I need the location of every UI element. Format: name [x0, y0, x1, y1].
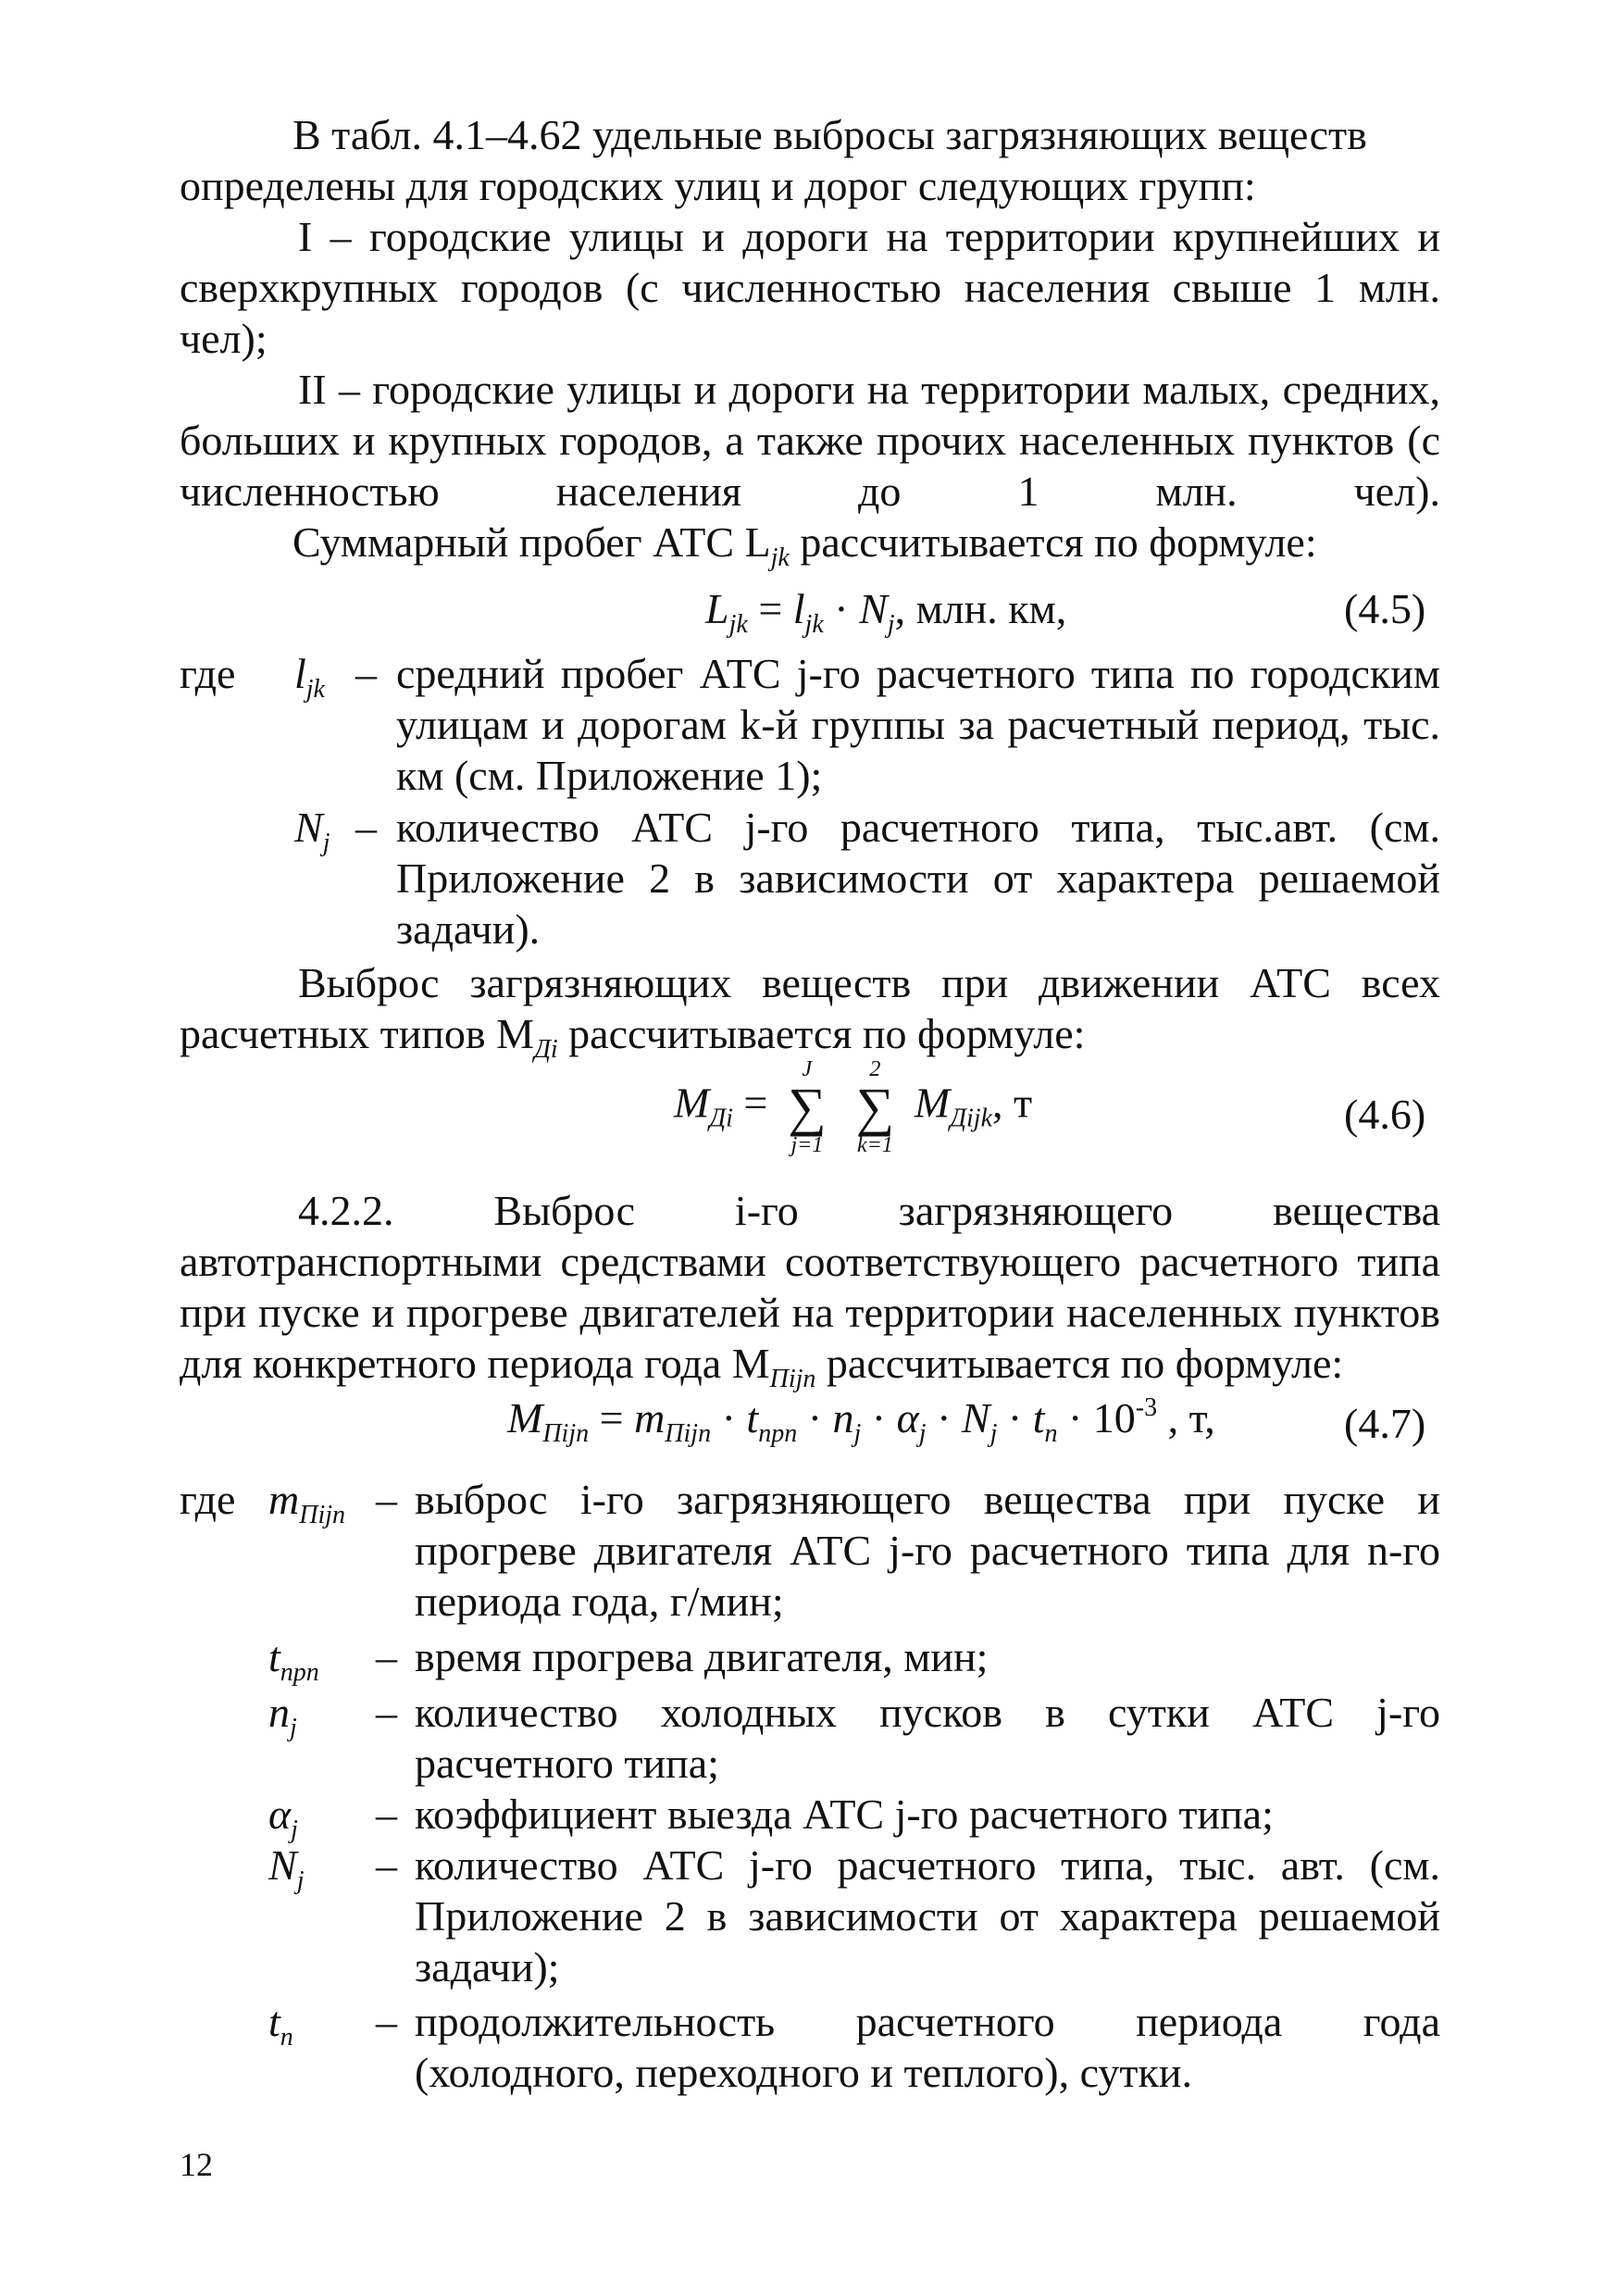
def-dash: –: [355, 804, 377, 851]
where-label: где: [180, 650, 236, 697]
def-text: количество холодных пусков в сутки АТС j-го расчетного типа;: [415, 1689, 1440, 1787]
group-II-paragraph: II – городские улицы и дороги на территории малых, средних, больших и крупных городов, а также прочих населенных пунктов (с численностью населения до 1 млн. чел).: [180, 366, 1440, 515]
equation-number-4-6: (4.6): [1344, 1091, 1426, 1138]
group-I-paragraph: I – городские улицы и дороги на территории крупнейших и сверхкрупных городов (с численностью населения свыше 1 млн. чел);: [180, 213, 1440, 362]
page-number: 12: [180, 2146, 213, 2183]
formula-4-7: $M_{Пijn} = m_{Пijn} \cdot t_{npn} \cdot n_j \cdot \alpha_j \cdot N_j \cdot t_n \cdot 10^{-3}$ , т,: [507, 1393, 1215, 1448]
equation-number-4-7: (4.7): [1344, 1400, 1426, 1447]
equation-number-4-5: (4.5): [1344, 585, 1426, 632]
def-dash: –: [376, 1998, 397, 2045]
def-text: количество АТС j-го расчетного типа, тыс.авт. (см. Приложение 2 в зависимости от характера решаемой задачи).: [396, 804, 1440, 953]
formula-4-5: $L_{jk} = l_{jk} \cdot N_j$, млн. км,: [705, 585, 1067, 639]
summation-k: 2 ∑ k=1: [855, 1057, 895, 1157]
where-label: где: [180, 1476, 236, 1523]
formula-4-6: $M_{Дi}$ = J ∑ j=1 2 ∑ k=1 $M_{Дijk}$, т: [674, 1057, 1033, 1157]
emission-intro-paragraph: Выброс загрязняющих веществ при движении АТС всех расчетных типов $M_{Дi}$ рассчитывается по формуле:: [180, 959, 1440, 1064]
def-dash: –: [376, 1689, 397, 1736]
def-text: средний пробег АТС j-го расчетного типа по городским улицам и дорогам k-й группы за расчетный период, тыс. км (см. Приложение 1);: [396, 650, 1440, 799]
def-symbol: $N_j$: [268, 1841, 305, 1895]
section-4-2-2-paragraph: 4.2.2. Выброс i-го загрязняющего вещества автотранспортными средствами соответствующего расчетного типа при пуске и прогреве двигателей на территории населенных пунктов для конкретного периода года $M_{Пijn}$ рассчитывается по формуле:: [180, 1187, 1440, 1393]
mileage-intro: Суммарный пробег АТС $L_{jk}$ рассчитывается по формуле:: [292, 518, 1317, 572]
def-dash: –: [376, 1791, 397, 1838]
def-dash: –: [376, 1633, 397, 1680]
def-dash: –: [376, 1476, 397, 1523]
summation-j: J ∑ j=1: [788, 1057, 827, 1157]
def-symbol: $t_n$: [268, 1998, 293, 2052]
intro-line-1: В табл. 4.1–4.62 удельные выбросы загрязняющих веществ: [292, 111, 1367, 158]
def-symbol: $t_{npn}$: [268, 1633, 319, 1687]
def-dash: –: [376, 1841, 397, 1889]
def-text: выброс i-го загрязняющего вещества при пуске и прогреве двигателя АТС j-го расчетного типа для n-го периода года, г/мин;: [415, 1476, 1440, 1625]
def-dash: –: [355, 650, 377, 697]
intro-line-2: определены для городских улиц и дорог следующих групп:: [180, 162, 1256, 209]
def-symbol: $n_j$: [268, 1689, 297, 1742]
def-symbol: $N_j$: [294, 804, 330, 857]
def-text: продолжительность расчетного периода года (холодного, переходного и теплого), сутки.: [415, 1998, 1440, 2096]
def-symbol: $m_{Пijn}$: [268, 1476, 346, 1529]
def-text: время прогрева двигателя, мин;: [415, 1633, 989, 1680]
def-symbol: $\alpha_j$: [268, 1791, 298, 1844]
def-symbol: $l_{jk}$: [294, 650, 325, 704]
def-text: количество АТС j-го расчетного типа, тыс. авт. (см. Приложение 2 в зависимости от характера решаемой задачи);: [415, 1841, 1440, 1990]
def-text: коэффициент выезда АТС j-го расчетного типа;: [415, 1791, 1274, 1838]
